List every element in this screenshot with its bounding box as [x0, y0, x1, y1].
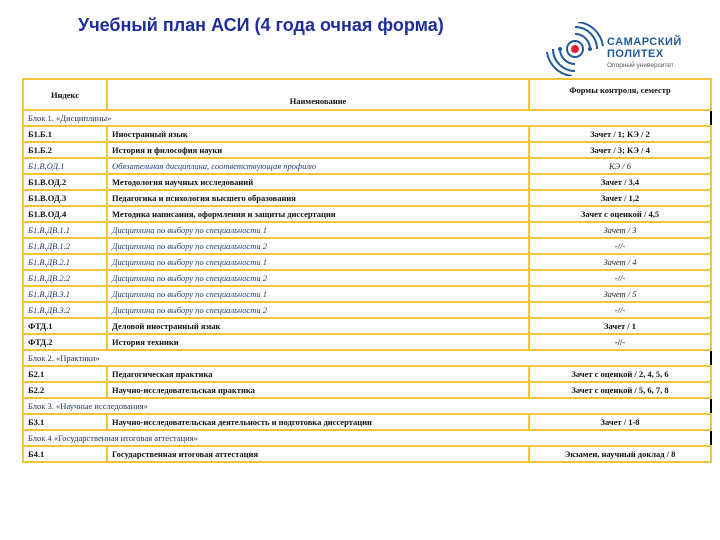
row-forms: Зачет / 1; КЭ / 2: [529, 126, 711, 142]
row-forms: -//-: [529, 302, 711, 318]
table-row: [23, 126, 711, 142]
block-title: Блок 4 «Государственная итоговая аттестация»: [23, 430, 711, 446]
table-row: [23, 318, 711, 334]
row-forms: Зачет / 4: [529, 254, 711, 270]
row-name: Дисциплина по выбору по специальности 2: [107, 270, 529, 286]
block-row: [23, 398, 711, 414]
table-row: [23, 334, 711, 350]
row-forms: КЭ / 6: [529, 158, 711, 174]
row-name: Дисциплина по выбору по специальности 1: [107, 254, 529, 270]
row-forms: Зачет / 1,2: [529, 190, 711, 206]
row-name: Научно-исследовательская деятельность и подготовка диссертации: [107, 414, 529, 430]
block-title: Блок 3. «Научные исследования»: [23, 398, 711, 414]
row-index: Б1.В.ДВ.3.2: [23, 302, 107, 318]
header-name: Наименование: [107, 79, 529, 110]
row-index: Б1.В.ОД.3: [23, 190, 107, 206]
row-index: Б2.2: [23, 382, 107, 398]
row-index: Б1.В.ДВ.1.1: [23, 222, 107, 238]
table-row: [23, 206, 711, 222]
row-name: Государственная итоговая аттестация: [107, 446, 529, 462]
row-forms: Зачет с оценкой / 4,5: [529, 206, 711, 222]
row-index: Б1.В.ОД.2: [23, 174, 107, 190]
row-index: Б1.В.ОД.4: [23, 206, 107, 222]
table-row: [23, 158, 711, 174]
row-name: Иностранный язык: [107, 126, 529, 142]
page-title: Учебный план АСИ (4 года очная форма): [78, 15, 444, 35]
table-header: [23, 79, 711, 110]
row-name: Научно-исследовательская практика: [107, 382, 529, 398]
row-forms: Зачет с оценкой / 2, 4, 5, 6: [529, 366, 711, 382]
row-index: Б1.В.ОД.1: [23, 158, 107, 174]
table-row: [23, 286, 711, 302]
row-forms: Зачет / 3,4: [529, 174, 711, 190]
row-index: Б1.В.ДВ.2.2: [23, 270, 107, 286]
row-name: Дисциплина по выбору по специальности 2: [107, 302, 529, 318]
row-name: Педагогическая практика: [107, 366, 529, 382]
university-logo: САМАРСКИЙ ПОЛИТЕХ Опорный университет: [545, 22, 715, 76]
row-name: Дисциплина по выбору по специальности 1: [107, 222, 529, 238]
block-row: [23, 110, 711, 126]
logo-orbit-icon: [545, 22, 605, 76]
row-forms: Зачет / 5: [529, 286, 711, 302]
row-forms: Экзамен, научный доклад / 8: [529, 446, 711, 462]
table-row: [23, 446, 711, 462]
table-row: [23, 190, 711, 206]
row-name: Дисциплина по выбору по специальности 1: [107, 286, 529, 302]
table-row: [23, 142, 711, 158]
row-index: Б4.1: [23, 446, 107, 462]
row-forms: Зачет / 3; КЭ / 4: [529, 142, 711, 158]
table-row: [23, 174, 711, 190]
row-name: Деловой иностранный язык: [107, 318, 529, 334]
row-index: ФТД.1: [23, 318, 107, 334]
row-forms: -//-: [529, 238, 711, 254]
table-row: [23, 366, 711, 382]
row-name: Педагогика и психология высшего образования: [107, 190, 529, 206]
row-name: Дисциплина по выбору по специальности 2: [107, 238, 529, 254]
row-index: ФТД.2: [23, 334, 107, 350]
table-row: [23, 382, 711, 398]
row-name: Методология научных исследований: [107, 174, 529, 190]
row-forms: Зачет / 1: [529, 318, 711, 334]
block-row: [23, 430, 711, 446]
row-name: История техники: [107, 334, 529, 350]
row-forms: Зачет с оценкой / 5, 6, 7, 8: [529, 382, 711, 398]
table-row: [23, 414, 711, 430]
block-title: Блок 2. «Практики»: [23, 350, 711, 366]
table-row: [23, 302, 711, 318]
curriculum-table: [22, 78, 712, 463]
block-title: Блок 1. «Дисциплины»: [23, 110, 711, 126]
header-forms: Формы контроля, семестр: [529, 79, 711, 110]
row-forms: -//-: [529, 334, 711, 350]
header-index: Индекс: [23, 79, 107, 110]
block-row: [23, 350, 711, 366]
row-index: Б2.1: [23, 366, 107, 382]
row-index: Б3.1: [23, 414, 107, 430]
row-name: Обязательная дисциплина, соответствующая профилю: [107, 158, 529, 174]
row-name: Методика написания, оформления и защиты диссертации: [107, 206, 529, 222]
row-index: Б1.Б.2: [23, 142, 107, 158]
row-index: Б1.Б.1: [23, 126, 107, 142]
row-name: История и философия науки: [107, 142, 529, 158]
table-row: [23, 270, 711, 286]
row-index: Б1.В.ДВ.1.2: [23, 238, 107, 254]
row-forms: Зачет / 3: [529, 222, 711, 238]
row-forms: -//-: [529, 270, 711, 286]
row-index: Б1.В.ДВ.2.1: [23, 254, 107, 270]
table-row: [23, 254, 711, 270]
row-index: Б1.В.ДВ.3.1: [23, 286, 107, 302]
table-row: [23, 238, 711, 254]
table-row: [23, 222, 711, 238]
row-forms: Зачет / 1-8: [529, 414, 711, 430]
